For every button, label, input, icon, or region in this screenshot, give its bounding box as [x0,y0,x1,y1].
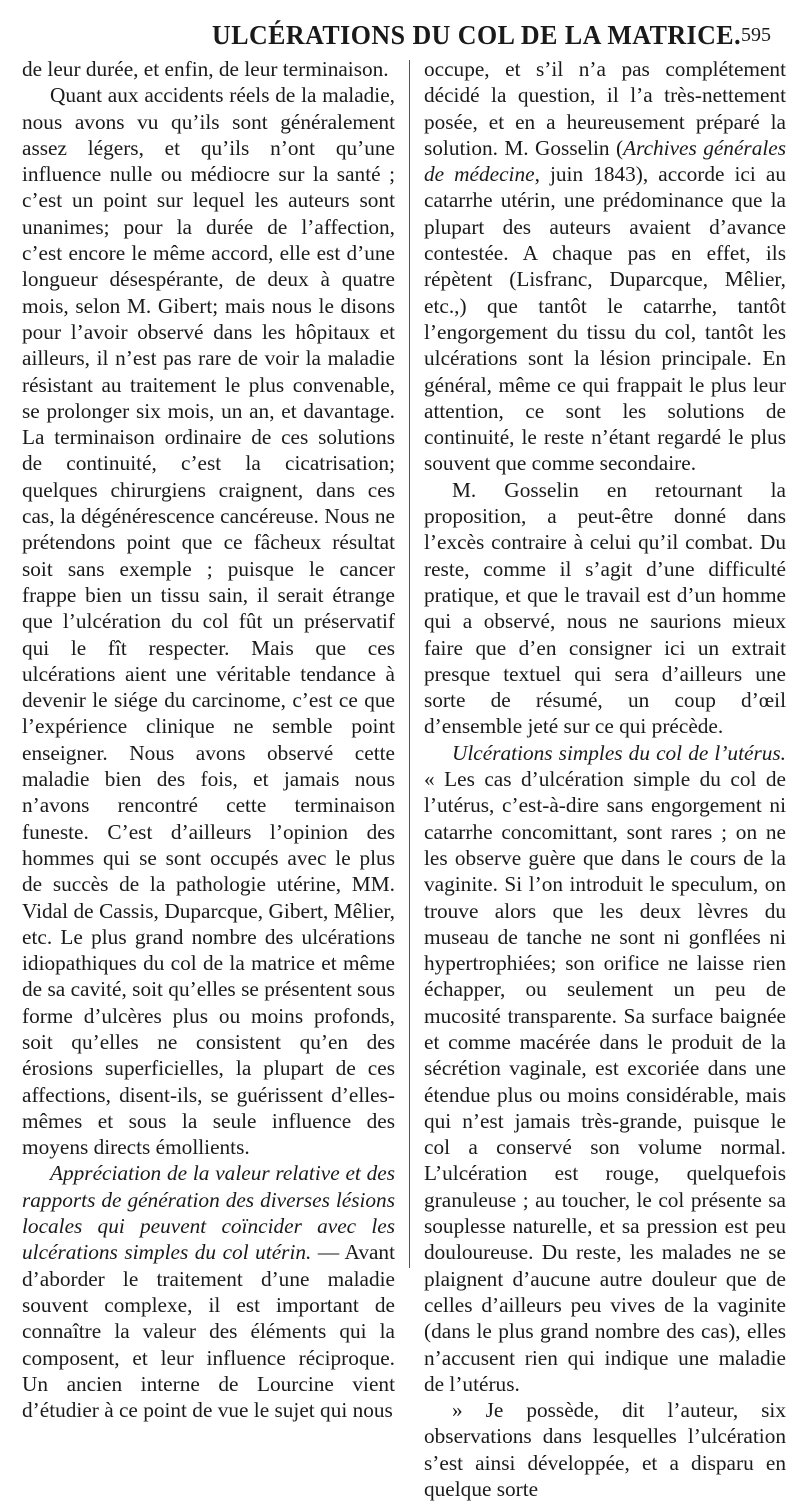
section-heading: Appréciation de la valeur relative et des rapports de génération des diverses lésions locales qui peuvent coïncider avec les ulcérations simples du col utérin. [22,1161,395,1265]
column-divider [409,60,410,1268]
left-column [22,56,395,1423]
paragraph [22,1160,395,1423]
paragraph-text: , juin 1843), accorde ici au catarrhe utérin, une prédominance que la plupart des auteurs avaient d’avance contestée. A chaque pas en effet, ils répètent (Lisfranc, Duparcque, Mêlier, etc.,) que tantôt le catarrhe, tantôt l’engorgement du tissu du col, tantôt les ulcérations sont la lésion principale. En général, même ce qui frappait le plus leur attention, ce sont les solutions de continuité, le reste n’étant regardé le plus souvent que comme secondaire. [424,162,786,476]
right-column [424,56,786,1502]
paragraph: Quant aux accidents réels de la maladie, nous avons vu qu’ils sont généralement assez légers, et qu’ils n’ont qu’une influence nulle ou médiocre sur la santé ; c’est un point sur lequel les auteurs sont unanimes; pour la durée de l’affection, c’est encore le même accord, elle est d’une longueur désespérante, de deux à quatre mois, selon M. Gibert; mais nous le disons pour l’avoir observé dans les hôpitaux et ailleurs, il n’est pas rare de voir la maladie résistant au traitement le plus convenable, se prolonger six mois, un an, et davantage. La terminaison ordinaire de ces solutions de continuité, c’est la cicatrisation; quelques chirurgiens craignent, dans ces cas, la dégénérescence cancéreuse. Nous ne prétendons point que ce fâcheux résultat soit sans exemple ; puisque le cancer frappe bien un tissu sain, il serait étrange que l’ulcération du col fût un préservatif qui le fît respecter. Mais que ces ulcérations aient une véritable tendance à devenir le siége du carcinome, c’est ce que l’expérience clinique ne semble point enseigner. Nous avons observé cette maladie bien des fois, et jamais nous n’avons rencontré cette terminaison funeste. C’est d’ailleurs l’opinion des hommes qui se sont occupés avec le plus de succès de la pathologie utérine, MM. Vidal de Cassis, Duparcque, Gibert, Mêlier, etc. Le plus grand nombre des ulcérations idiopathiques du col de la matrice et même de sa cavité, soit qu’elles se présentent sous forme d’ulcères plus ou moins profonds, soit qu’elles ne consistent qu’en des érosions superficielles, la plupart de ces affections, disent-ils, se guérissent d’elles-mêmes et sous la seule influence des moyens directs émollients. [22,83,395,1160]
page-number: 595 [741,24,771,46]
paragraph-text: — Avant d’aborder le traitement d’une maladie souvent complexe, il est important de connaître la valeur des éléments qui la composent, et leur influence réciproque. Un ancien interne de Lourcine vient d’étudier à ce point de vue le sujet qui nous [22,1240,395,1423]
paragraph [424,56,786,477]
section-heading: Ulcérations simples du col de l’utérus. [452,740,786,765]
paragraph-text: occupe, et s’il n’a pas complétement décidé la question, il l’a très-nettement posée, et en a heureusement préparé la solution. M. Gosselin ( [424,57,786,160]
citation: Archives générales de médecine [424,135,786,187]
paragraph: » Je possède, dit l’auteur, six observations dans lesquelles l’ulcération s’est ainsi développée, et a disparu en quelque sorte [424,1398,786,1502]
paragraph-text: « Les cas d’ulcération simple du col de l’utérus, c’est-à-dire sans engorgement ni catarrhe concomittant, sont rares ; on ne les observe guère que dans le cours de la vaginite. Si l’on introduit le speculum, on trouve alors que les deux lèvres du museau de tanche ne sont ni gonflées ni hypertrophiées; son orifice ne laisse rien échapper, ou seulement un peu de mucosité transparente. Sa surface baignée et comme macérée dans le produit de la sécrétion vaginale, est excoriée dans une étendue plus ou moins considérable, mais qui n’est jamais très-grande, puisque le col a conservé son volume normal. L’ulcération est rouge, quelquefois granuleuse ; au toucher, le col présente sa souplesse naturelle, et sa pression est peu douloureuse. Du reste, les malades ne se plaignent d’aucune autre douleur que de celles d’ailleurs peu vives de la vaginite (dans le plus grand nombre des cas), elles n’accusent rien qui indique une maladie de l’utérus. [424,767,786,1396]
paragraph: de leur durée, et enfin, de leur terminaison. [22,57,389,81]
paragraph: M. Gosselin en retournant la proposition, a peut-être donné dans l’excès contraire à celui qu’il combat. Du reste, comme il s’agit d’une difficulté pratique, et que le travail est d’un homme qui a observé, nous ne saurions mieux faire que d’en consigner ici un extrait presque textuel qui sera d’ailleurs une sorte de résumé, un coup d’œil d’ensemble jeté sur ce qui précède. [424,477,786,739]
page-header [0,12,800,52]
paragraph [424,740,786,1397]
running-title: ULCÉRATIONS DU COL DE LA MATRICE. [212,20,742,50]
